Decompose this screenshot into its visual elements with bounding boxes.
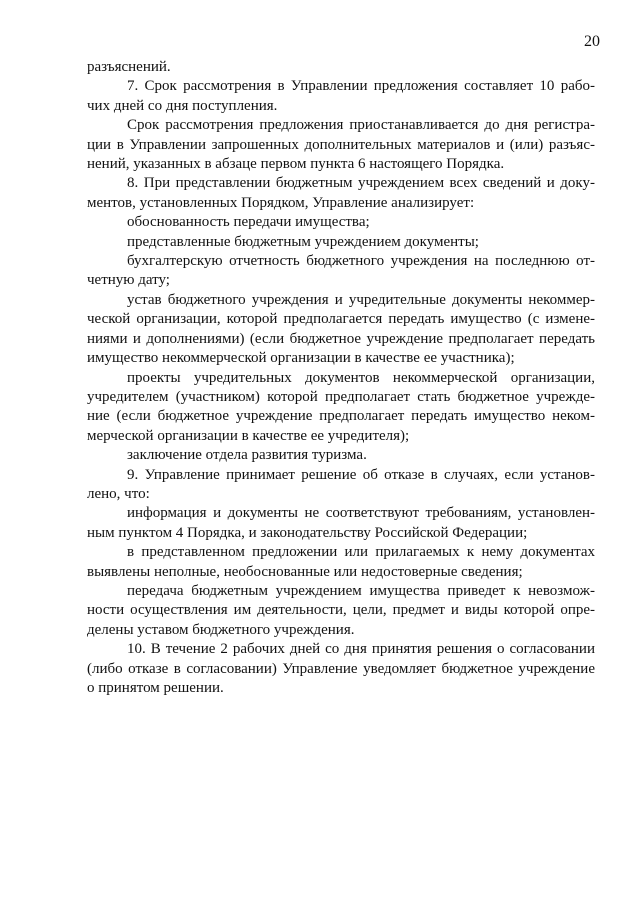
text-line: о принятом решении. bbox=[87, 680, 224, 696]
text-line: бухгалтерскую отчетность бюджетного учреждения на последнюю от- bbox=[127, 253, 595, 270]
text-line: (либо отказе в согласовании) Управление уведомляет бюджетное учреждение bbox=[87, 660, 595, 677]
text-line: четную дату; bbox=[87, 272, 170, 289]
text-line: нений, указанных в абзаце первом пункта 6 настоящего Порядка. bbox=[87, 156, 505, 173]
text-line: ние (если бюджетное учреждение предполагает передать имущество неком- bbox=[87, 408, 595, 425]
text-line: передача бюджетным учреждением имущества приведет к невозмож- bbox=[127, 582, 595, 599]
text-line: мерческой организации в качестве ее учредителя); bbox=[87, 427, 410, 444]
document-body bbox=[87, 58, 595, 698]
text-line: заключение отдела развития туризма. bbox=[127, 447, 367, 464]
text-line: проекты учредительных документов некоммерческой организации, bbox=[127, 369, 595, 386]
text-line: выявлены неполные, необоснованные или недостоверные сведения; bbox=[87, 563, 523, 580]
text-line: лено, что: bbox=[87, 485, 150, 502]
text-line: информация и документы не соответствуют требованиям, установлен- bbox=[127, 505, 595, 522]
text-line: устав бюджетного учреждения и учредительные документы некоммер- bbox=[127, 291, 595, 308]
text-line: чих дней со дня поступления. bbox=[87, 97, 278, 114]
text-line: ности осуществления им деятельности, цели, предмет и виды которой опре- bbox=[87, 602, 595, 619]
page-number: 20 bbox=[584, 33, 600, 50]
text-line: имущество некоммерческой организации в качестве ее участника); bbox=[87, 350, 515, 367]
text-line: учредителем (участником) которой предполагает стать бюджетное учрежде- bbox=[87, 388, 595, 405]
text-line: ниями и дополнениями) (если бюджетное учреждение предполагает передать bbox=[87, 330, 595, 347]
text-line: обоснованность передачи имущества; bbox=[127, 214, 370, 231]
text-line: ческой организации, которой предполагается передать имущество (с измене- bbox=[87, 311, 595, 328]
text-line: ным пунктом 4 Порядка, и законодательству Российской Федерации; bbox=[87, 524, 528, 541]
text-line: делены уставом бюджетного учреждения. bbox=[87, 621, 355, 638]
text-line: 9. Управление принимает решение об отказе в случаях, если установ- bbox=[127, 466, 595, 483]
text-line: 8. При представлении бюджетным учреждением всех сведений и доку- bbox=[127, 175, 595, 192]
text-line: ментов, установленных Порядком, Управление анализирует: bbox=[87, 194, 475, 211]
text-line: 10. В течение 2 рабочих дней со дня принятия решения о согласовании bbox=[127, 641, 595, 658]
text-line: в представленном предложении или прилагаемых к нему документах bbox=[127, 544, 595, 561]
text-line: ции в Управлении запрошенных дополнительных материалов и (или) разъяс- bbox=[87, 136, 595, 153]
text-line: Срок рассмотрения предложения приостанавливается до дня регистра- bbox=[127, 117, 595, 134]
text-line: 7. Срок рассмотрения в Управлении предложения составляет 10 рабо- bbox=[127, 78, 595, 95]
text-line: представленные бюджетным учреждением документы; bbox=[127, 233, 479, 250]
text-line: разъяснений. bbox=[87, 59, 171, 75]
